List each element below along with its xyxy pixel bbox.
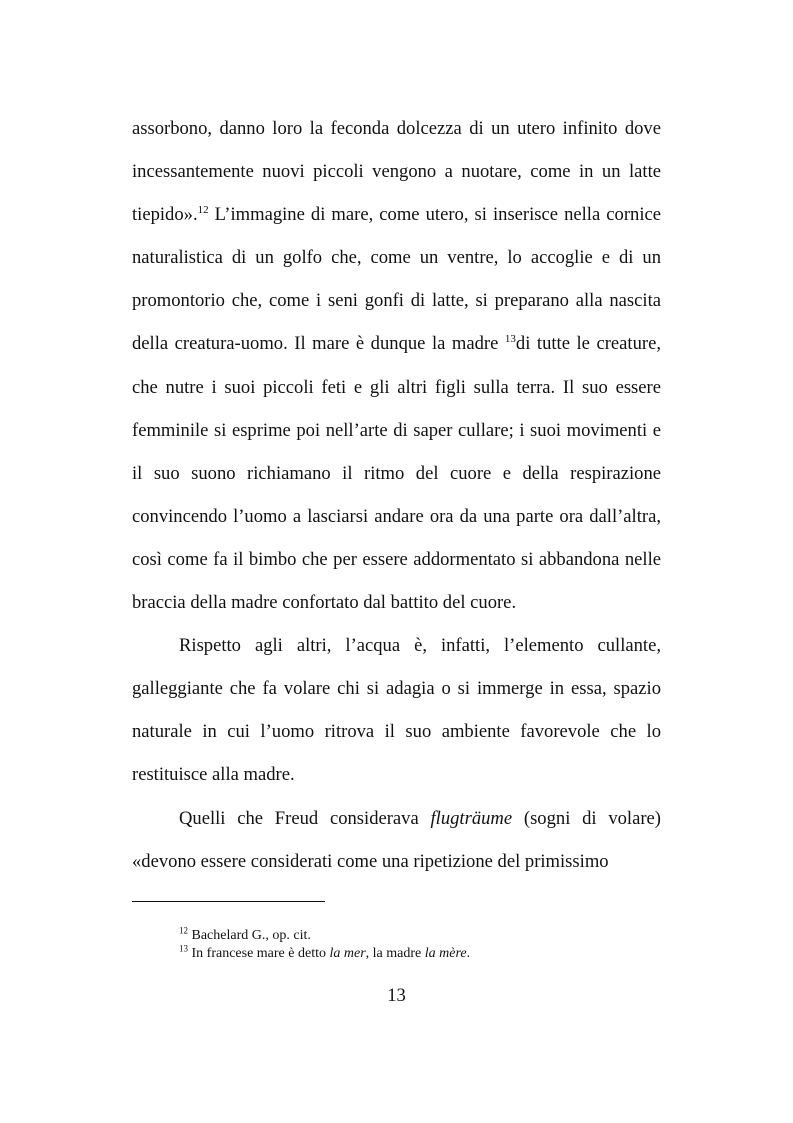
text-run: assorbono, danno loro la feconda dolcezza di un utero infinito dove incessantemente nuovi piccoli vengono a nuotare, come in un latte tiepido».: [132, 118, 661, 226]
body-text: [132, 107, 661, 883]
text-run: Quelli che Freud considerava: [179, 807, 431, 829]
footnote-number: 13: [179, 943, 188, 954]
footnote-separator: [132, 901, 325, 902]
footnote-text: .: [466, 946, 471, 961]
footnotes: [132, 927, 661, 963]
paragraph-3: [132, 797, 661, 883]
text-run: di tutte le creature, che nutre i suoi piccoli feti e gli altri figli sulla terra. Il suo essere femminile si esprime poi nell’arte di saper cullare; i suoi movimenti e il suo suono richiamano il ritmo del cuore e della respirazione convincendo l’uomo a lasciarsi andare ora da una parte ora dall’altra, così come fa il bimbo che per essere addormentato si abbandona nelle braccia della madre confortato dal battito del cuore.: [132, 333, 661, 614]
text-run: (sogni di volare) «devono essere considerati come una ripetizione del primissimo: [132, 807, 661, 872]
text-run: L’immagine di mare, come utero, si inserisce nella cornice naturalistica di un golfo che, come un ventre, lo accoglie e di un promontorio che, come i seni gonfi di latte, si preparano alla nascita della creatura-uomo. Il mare è dunque la madre: [132, 204, 661, 355]
italic-term: flugträume: [430, 807, 513, 829]
page-number: 13: [387, 985, 406, 1006]
footnote-text: In francese mare è detto: [188, 946, 330, 961]
footnote-text: , la madre: [365, 946, 425, 961]
footnote-13: [132, 945, 661, 963]
footnote-italic: la mer: [329, 946, 366, 961]
footnote-text: Bachelard G., op. cit.: [188, 928, 311, 943]
footnote-12: [132, 927, 661, 945]
footnote-number: 12: [179, 925, 188, 936]
paragraph-2: Rispetto agli altri, l’acqua è, infatti, l’elemento cullante, galleggiante che fa volare chi si adagia o si immerge in essa, spazio naturale in cui l’uomo ritrova il suo ambiente favorevole che lo restituisce alla madre.: [132, 635, 661, 786]
footnote-italic: la mère: [424, 946, 467, 961]
footnote-ref-12[interactable]: 12: [197, 204, 209, 216]
paragraph-1: [132, 107, 661, 624]
footnote-ref-13[interactable]: 13: [504, 333, 516, 346]
